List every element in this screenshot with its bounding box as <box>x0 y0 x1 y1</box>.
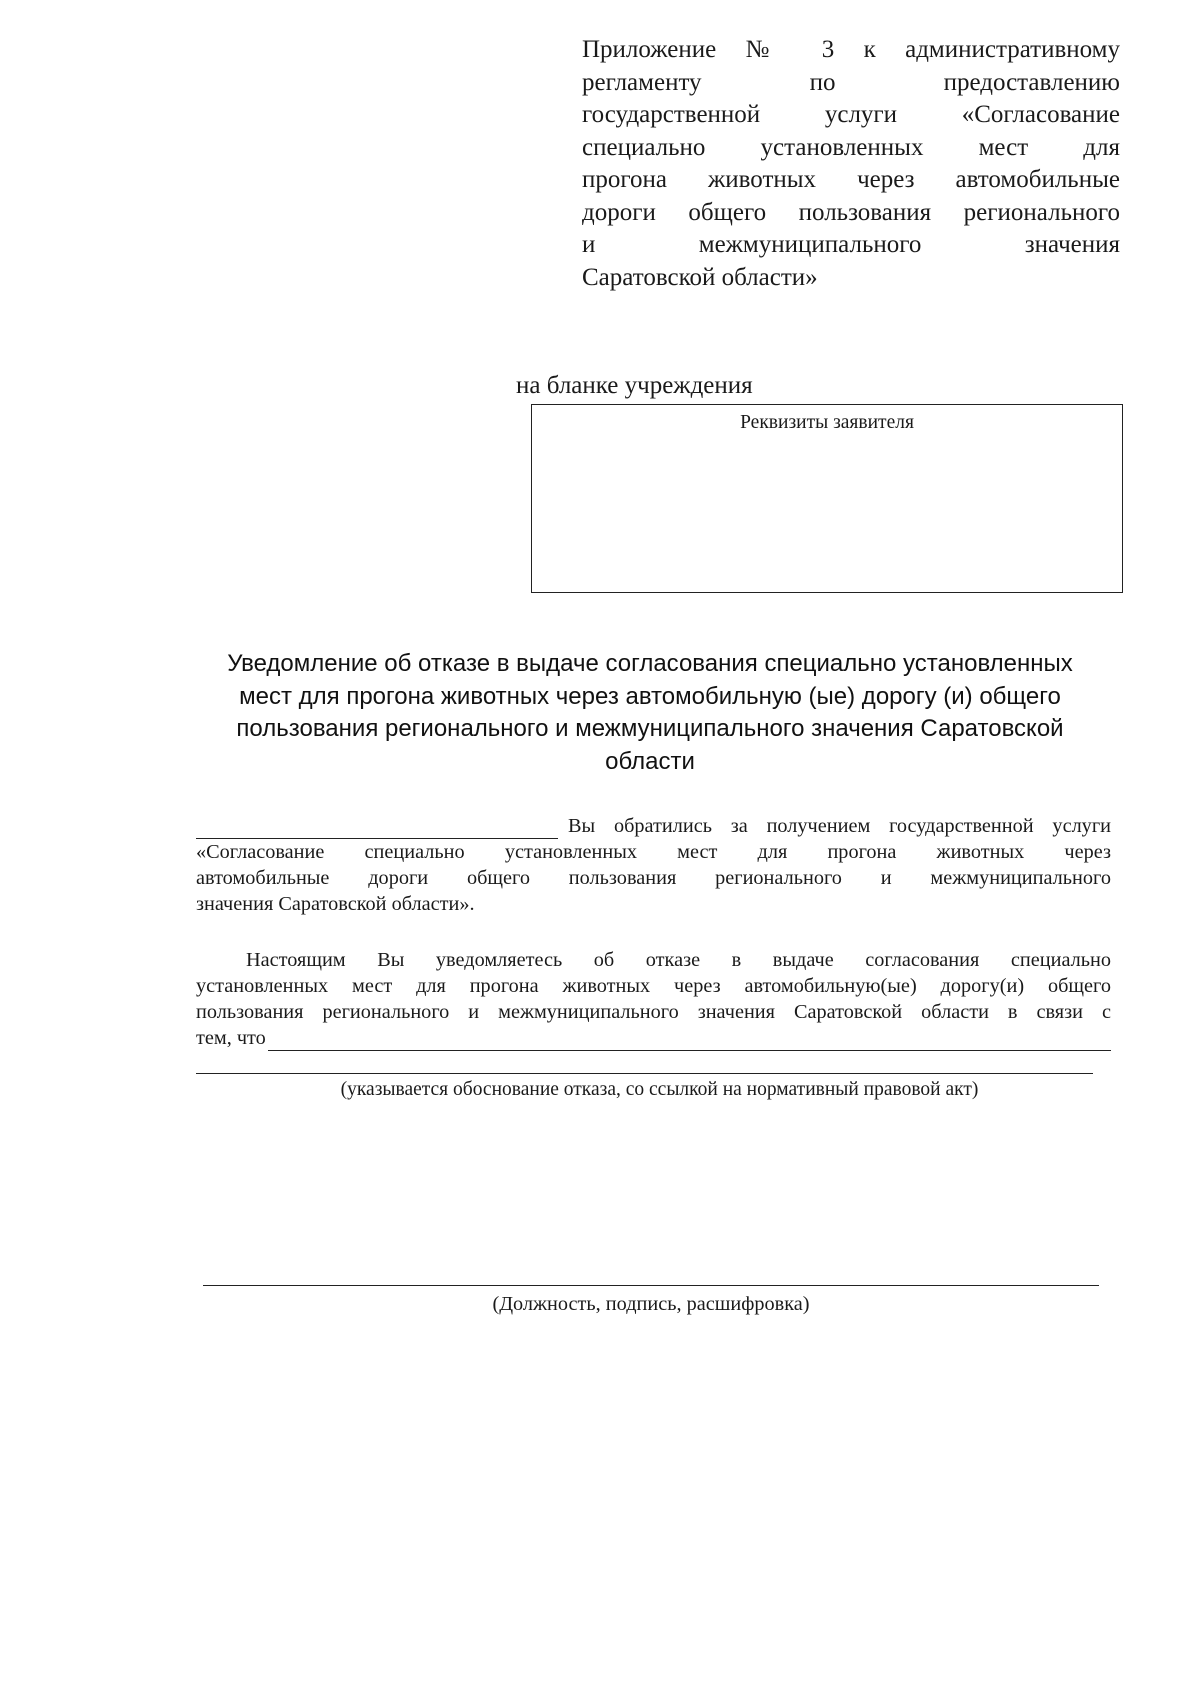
reason-blank-field[interactable] <box>268 1032 1111 1051</box>
signature-field[interactable] <box>203 1285 1099 1286</box>
annex-line: Приложение № 3 к административному <box>582 36 1120 63</box>
signature-caption: (Должность, подпись, расшифровка) <box>492 1293 810 1315</box>
addressee-blank-field[interactable] <box>196 820 558 839</box>
title-line: пользования регионального и межмуниципального значения Саратовской <box>236 715 1064 742</box>
paragraph-line: тем, что <box>196 1027 266 1049</box>
applicant-requisites-box[interactable] <box>531 404 1123 593</box>
title-line: области <box>605 747 695 775</box>
annex-line: специально установленных мест для <box>582 133 1120 161</box>
annex-line: дороги общего пользования регионального <box>582 198 1120 226</box>
paragraph-line: пользования регионального и межмуниципального значения Саратовской области в связи с <box>196 1001 1111 1023</box>
annex-header <box>582 34 1120 294</box>
annex-line: государственной услуги «Согласование <box>582 101 1120 128</box>
annex-line: Саратовской области» <box>582 263 818 291</box>
annex-line: регламенту по предоставлению <box>582 68 1120 96</box>
title-line: мест для прогона животных через автомобильную (ые) дорогу (и) общего <box>239 682 1061 710</box>
paragraph-line: установленных мест для прогона животных через автомобильную(ые) дорогу(и) общего <box>196 975 1111 997</box>
reason-blank-field-2[interactable] <box>196 1073 1093 1074</box>
applicant-requisites-label: Реквизиты заявителя <box>740 412 914 433</box>
letterhead-label: на бланке учреждения <box>516 372 753 399</box>
paragraph-line: Вы обратились за получением государственной услуги <box>568 815 1111 837</box>
paragraph-line: автомобильные дороги общего пользования регионального и межмуниципального <box>196 867 1111 889</box>
annex-line: и межмуниципального значения <box>582 231 1120 258</box>
paragraph-line: Настоящим Вы уведомляетесь об отказе в выдаче согласования специально <box>246 949 1111 971</box>
addressee-line <box>196 813 1111 839</box>
reason-line <box>196 1025 1111 1051</box>
title-line: Уведомление об отказе в выдаче согласования специально установленных <box>227 650 1073 677</box>
document-title <box>190 648 1110 778</box>
paragraph-request <box>196 813 1111 917</box>
paragraph-line: значения Саратовской области». <box>196 893 475 915</box>
annex-line: прогона животных через автомобильные <box>582 166 1120 193</box>
paragraph-line: «Согласование специально установленных мест для прогона животных через <box>196 841 1111 863</box>
reason-caption: (указывается обоснование отказа, со ссылкой на нормативный правовой акт) <box>340 1079 979 1100</box>
paragraph-refusal <box>196 947 1111 1051</box>
